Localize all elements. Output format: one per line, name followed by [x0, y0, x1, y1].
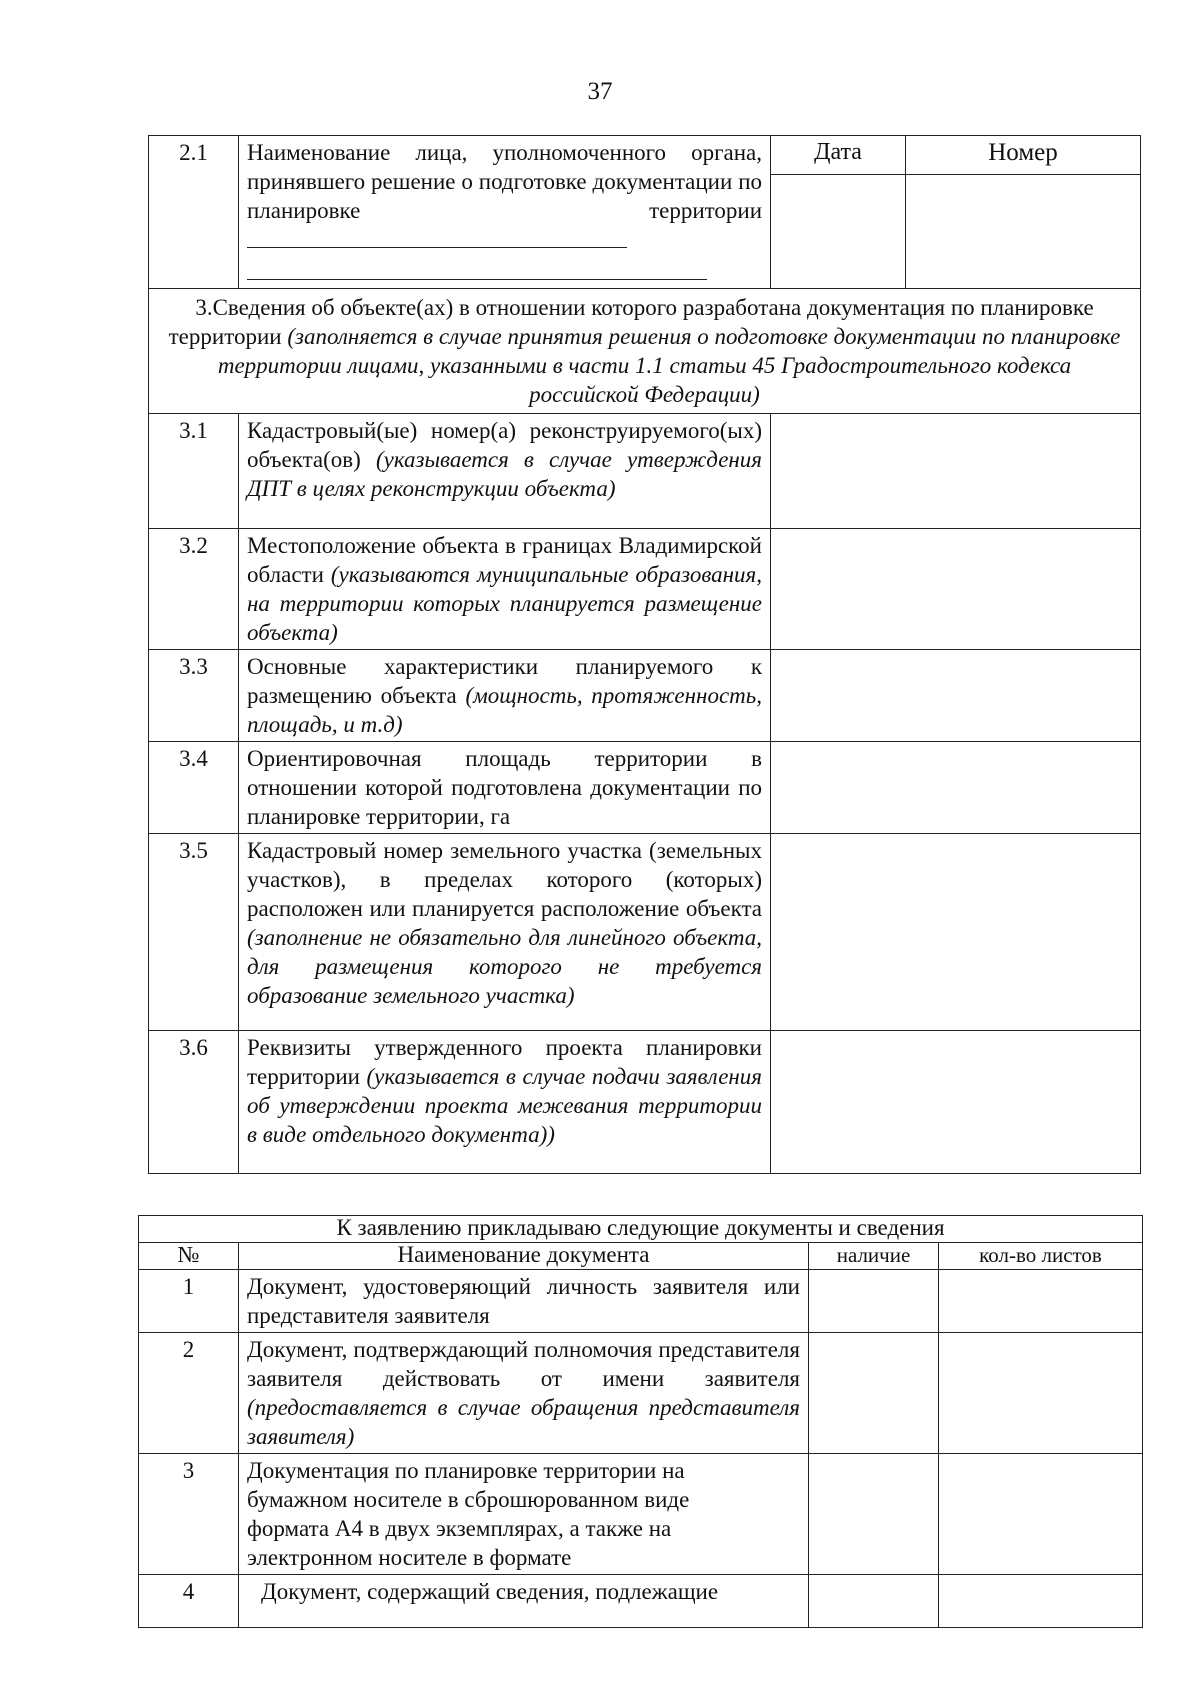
attachment-row-1	[139, 1270, 1143, 1333]
authority-name-cell	[239, 136, 771, 289]
attachments-title: К заявлению прикладываю следующие документы и сведения	[139, 1216, 1143, 1243]
row-note: (заполнение не обязательно для линейного объекта, для размещения которого не требуется образование земельного участка)	[247, 925, 762, 1008]
row-note: (указывается в случае утверждения ДПТ в целях реконструкции объекта)	[247, 447, 763, 501]
row-label	[239, 1333, 809, 1454]
row-number: 3	[139, 1454, 239, 1575]
row-3-4	[149, 742, 1141, 834]
application-form-table	[148, 135, 1141, 1174]
row-number: 3.1	[149, 414, 239, 529]
row-text: Реквизиты утвержденного проекта планировки территории	[247, 1035, 762, 1089]
row-value-cell[interactable]	[771, 414, 1141, 529]
row-text: Местоположение объекта в границах Владимирской области	[247, 533, 762, 587]
presence-cell[interactable]	[809, 1575, 939, 1628]
row-text: Документ, удостоверяющий личность заявителя или представителя заявителя	[239, 1270, 809, 1333]
num-header: №	[139, 1243, 239, 1270]
row-3-5	[149, 834, 1141, 1031]
section-3-header	[149, 289, 1141, 414]
row-3-6	[149, 1031, 1141, 1174]
row-value-cell[interactable]	[771, 1031, 1141, 1174]
row-note: (указывается в случае подачи заявления об утверждении проекта межевания территории в виде отдельного документа))	[247, 1064, 763, 1147]
page-number: 37	[587, 78, 613, 105]
row-number: 2	[139, 1333, 239, 1454]
authority-name-label: Наименование лица, уполномоченного органа, принявшего решение о подготовке документации по планировке территории	[247, 140, 762, 223]
sheets-cell[interactable]	[939, 1575, 1143, 1628]
presence-cell[interactable]	[809, 1333, 939, 1454]
row-number: 4	[139, 1575, 239, 1628]
date-value-cell[interactable]	[771, 175, 906, 289]
number-header: Номер	[906, 136, 1141, 175]
row-text: Кадастровый(ые) номер(а) реконструируемого(ых) объекта(ов)	[247, 418, 762, 472]
row-text: Документ, подтверждающий полномочия представителя заявителя действовать от имени заявителя	[247, 1337, 800, 1391]
sheets-cell[interactable]	[939, 1270, 1143, 1333]
presence-cell[interactable]	[809, 1270, 939, 1333]
row-3-3	[149, 650, 1141, 742]
attachments-title-row	[139, 1216, 1143, 1243]
row-value-cell[interactable]	[771, 650, 1141, 742]
row-text: Основные характеристики планируемого к размещению объекта	[247, 654, 762, 708]
row-number: 1	[139, 1270, 239, 1333]
row-number: 3.4	[149, 742, 239, 834]
row-note: (мощность, протяженность, площадь, и т.д)	[247, 683, 762, 737]
section-3-note: (заполняется в случае принятия решения о подготовке документации по планировке территории лицами, указанными в части 1.1 статьи 45 Градостроительного кодекса российской Федерации)	[217, 324, 1121, 407]
row-3-2	[149, 529, 1141, 650]
row-text: Документация по планировке территории на бумажном носителе в сброшюрованном виде формата А4 в двух экземплярах, а также на электронном носителе в формате	[239, 1454, 809, 1575]
sheets-cell[interactable]	[939, 1454, 1143, 1575]
attachment-row-3	[139, 1454, 1143, 1575]
row-text: Документ, содержащий сведения, подлежащие	[239, 1575, 809, 1628]
row-text: Кадастровый номер земельного участка (земельных участков), в пределах которого (которых) расположен или планируется расположение объекта	[247, 838, 762, 921]
attachment-row-2	[139, 1333, 1143, 1454]
row-number: 3.2	[149, 529, 239, 650]
row-number: 2.1	[149, 136, 239, 289]
doc-name-header: Наименование документа	[239, 1243, 809, 1270]
attachment-row-4	[139, 1575, 1143, 1628]
date-header: Дата	[771, 136, 906, 175]
row-note: (указываются муниципальные образования, на территории которых планируется размещение объекта)	[247, 562, 762, 645]
row-label	[239, 834, 771, 1031]
row-label	[239, 529, 771, 650]
attachments-header-row	[139, 1243, 1143, 1270]
row-value-cell[interactable]	[771, 742, 1141, 834]
sheets-header: кол-во листов	[939, 1243, 1143, 1270]
row-number: 3.3	[149, 650, 239, 742]
row-value-cell[interactable]	[771, 529, 1141, 650]
row-label	[239, 414, 771, 529]
number-value-cell[interactable]	[906, 175, 1141, 289]
row-note: (предоставляется в случае обращения представителя заявителя)	[247, 1395, 800, 1449]
presence-cell[interactable]	[809, 1454, 939, 1575]
row-text: Ориентировочная площадь территории в отношении которой подготовлена документации по планировке территории, га	[247, 746, 762, 829]
presence-header: наличие	[809, 1243, 939, 1270]
sheets-cell[interactable]	[939, 1333, 1143, 1454]
row-label	[239, 650, 771, 742]
row-label	[239, 1031, 771, 1174]
attachments-table	[138, 1215, 1143, 1628]
row-number: 3.6	[149, 1031, 239, 1174]
row-value-cell[interactable]	[771, 834, 1141, 1031]
section-3-title: 3.Сведения об объекте(ах) в отношении которого разработана документация по планировке территории	[168, 295, 1094, 349]
row-3-1	[149, 414, 1141, 529]
authority-name-line[interactable]	[247, 225, 627, 248]
section-3-header-row	[149, 289, 1141, 414]
authority-name-line-2[interactable]	[247, 259, 707, 280]
row-2-1	[149, 136, 1141, 175]
row-number: 3.5	[149, 834, 239, 1031]
row-label	[239, 742, 771, 834]
